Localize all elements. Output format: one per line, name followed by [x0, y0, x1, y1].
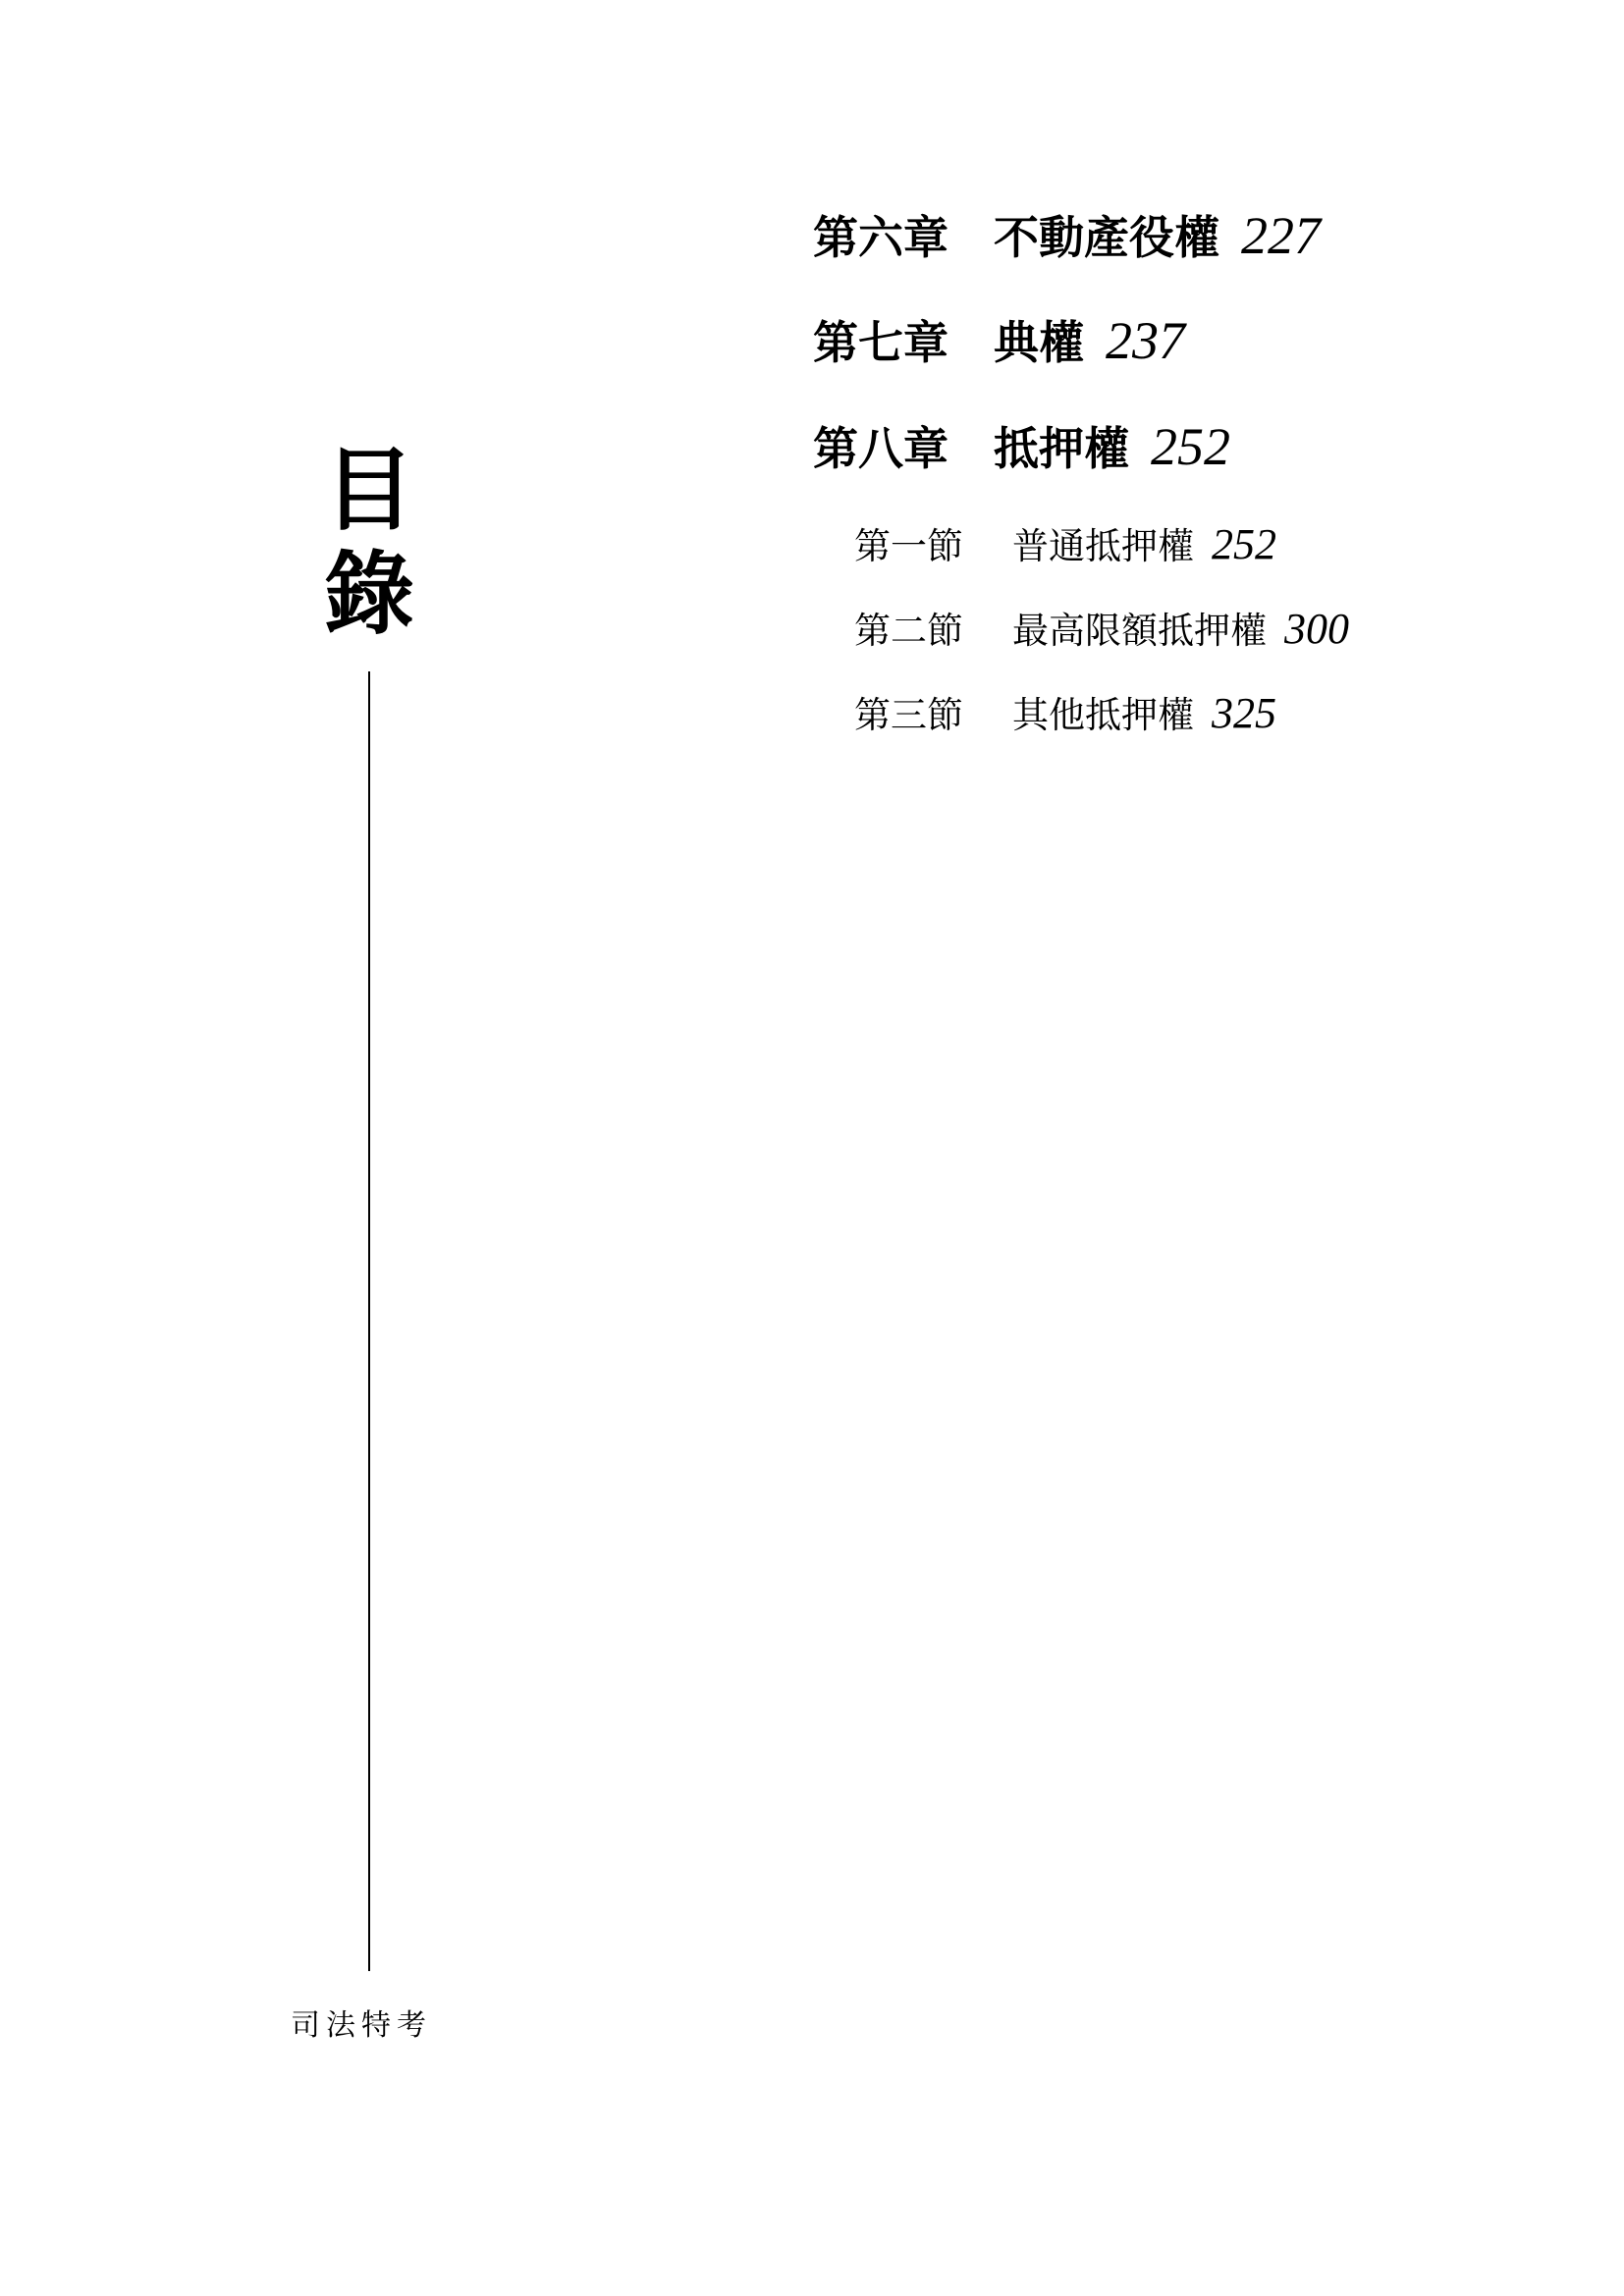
footer-imprint: 司法特考 — [291, 2009, 432, 2042]
chapter-label: 第八章 — [813, 424, 948, 474]
chapter-title: 抵押權 — [994, 424, 1129, 474]
toc-chapter-row — [813, 311, 1185, 370]
section-page-number: 300 — [1284, 605, 1349, 653]
section-page-number: 252 — [1212, 520, 1276, 568]
chapter-page-number: 227 — [1241, 206, 1321, 265]
chapter-label: 第七章 — [813, 318, 948, 368]
page-title-char-1: 目 — [323, 441, 414, 541]
page-title — [322, 440, 416, 648]
chapter-title: 典權 — [994, 318, 1084, 368]
section-label: 第一節 — [854, 527, 963, 567]
section-label: 第三節 — [854, 696, 963, 736]
chapter-page-number: 252 — [1151, 417, 1230, 476]
vertical-divider — [368, 671, 370, 1971]
toc-chapter-row — [813, 206, 1321, 265]
section-title: 最高限額抵押權 — [1012, 612, 1267, 652]
section-title: 普通抵押權 — [1012, 527, 1194, 567]
section-page-number: 325 — [1212, 689, 1276, 737]
toc-section-row — [854, 520, 1276, 568]
toc-section-row — [854, 689, 1276, 737]
page-title-char-2: 錄 — [323, 544, 414, 645]
chapter-label: 第六章 — [813, 213, 948, 263]
toc-chapter-row — [813, 417, 1230, 476]
section-title: 其他抵押權 — [1012, 696, 1194, 736]
section-label: 第二節 — [854, 612, 963, 652]
toc-section-row — [854, 605, 1349, 653]
chapter-title: 不動產役權 — [994, 213, 1219, 263]
chapter-page-number: 237 — [1106, 311, 1185, 370]
